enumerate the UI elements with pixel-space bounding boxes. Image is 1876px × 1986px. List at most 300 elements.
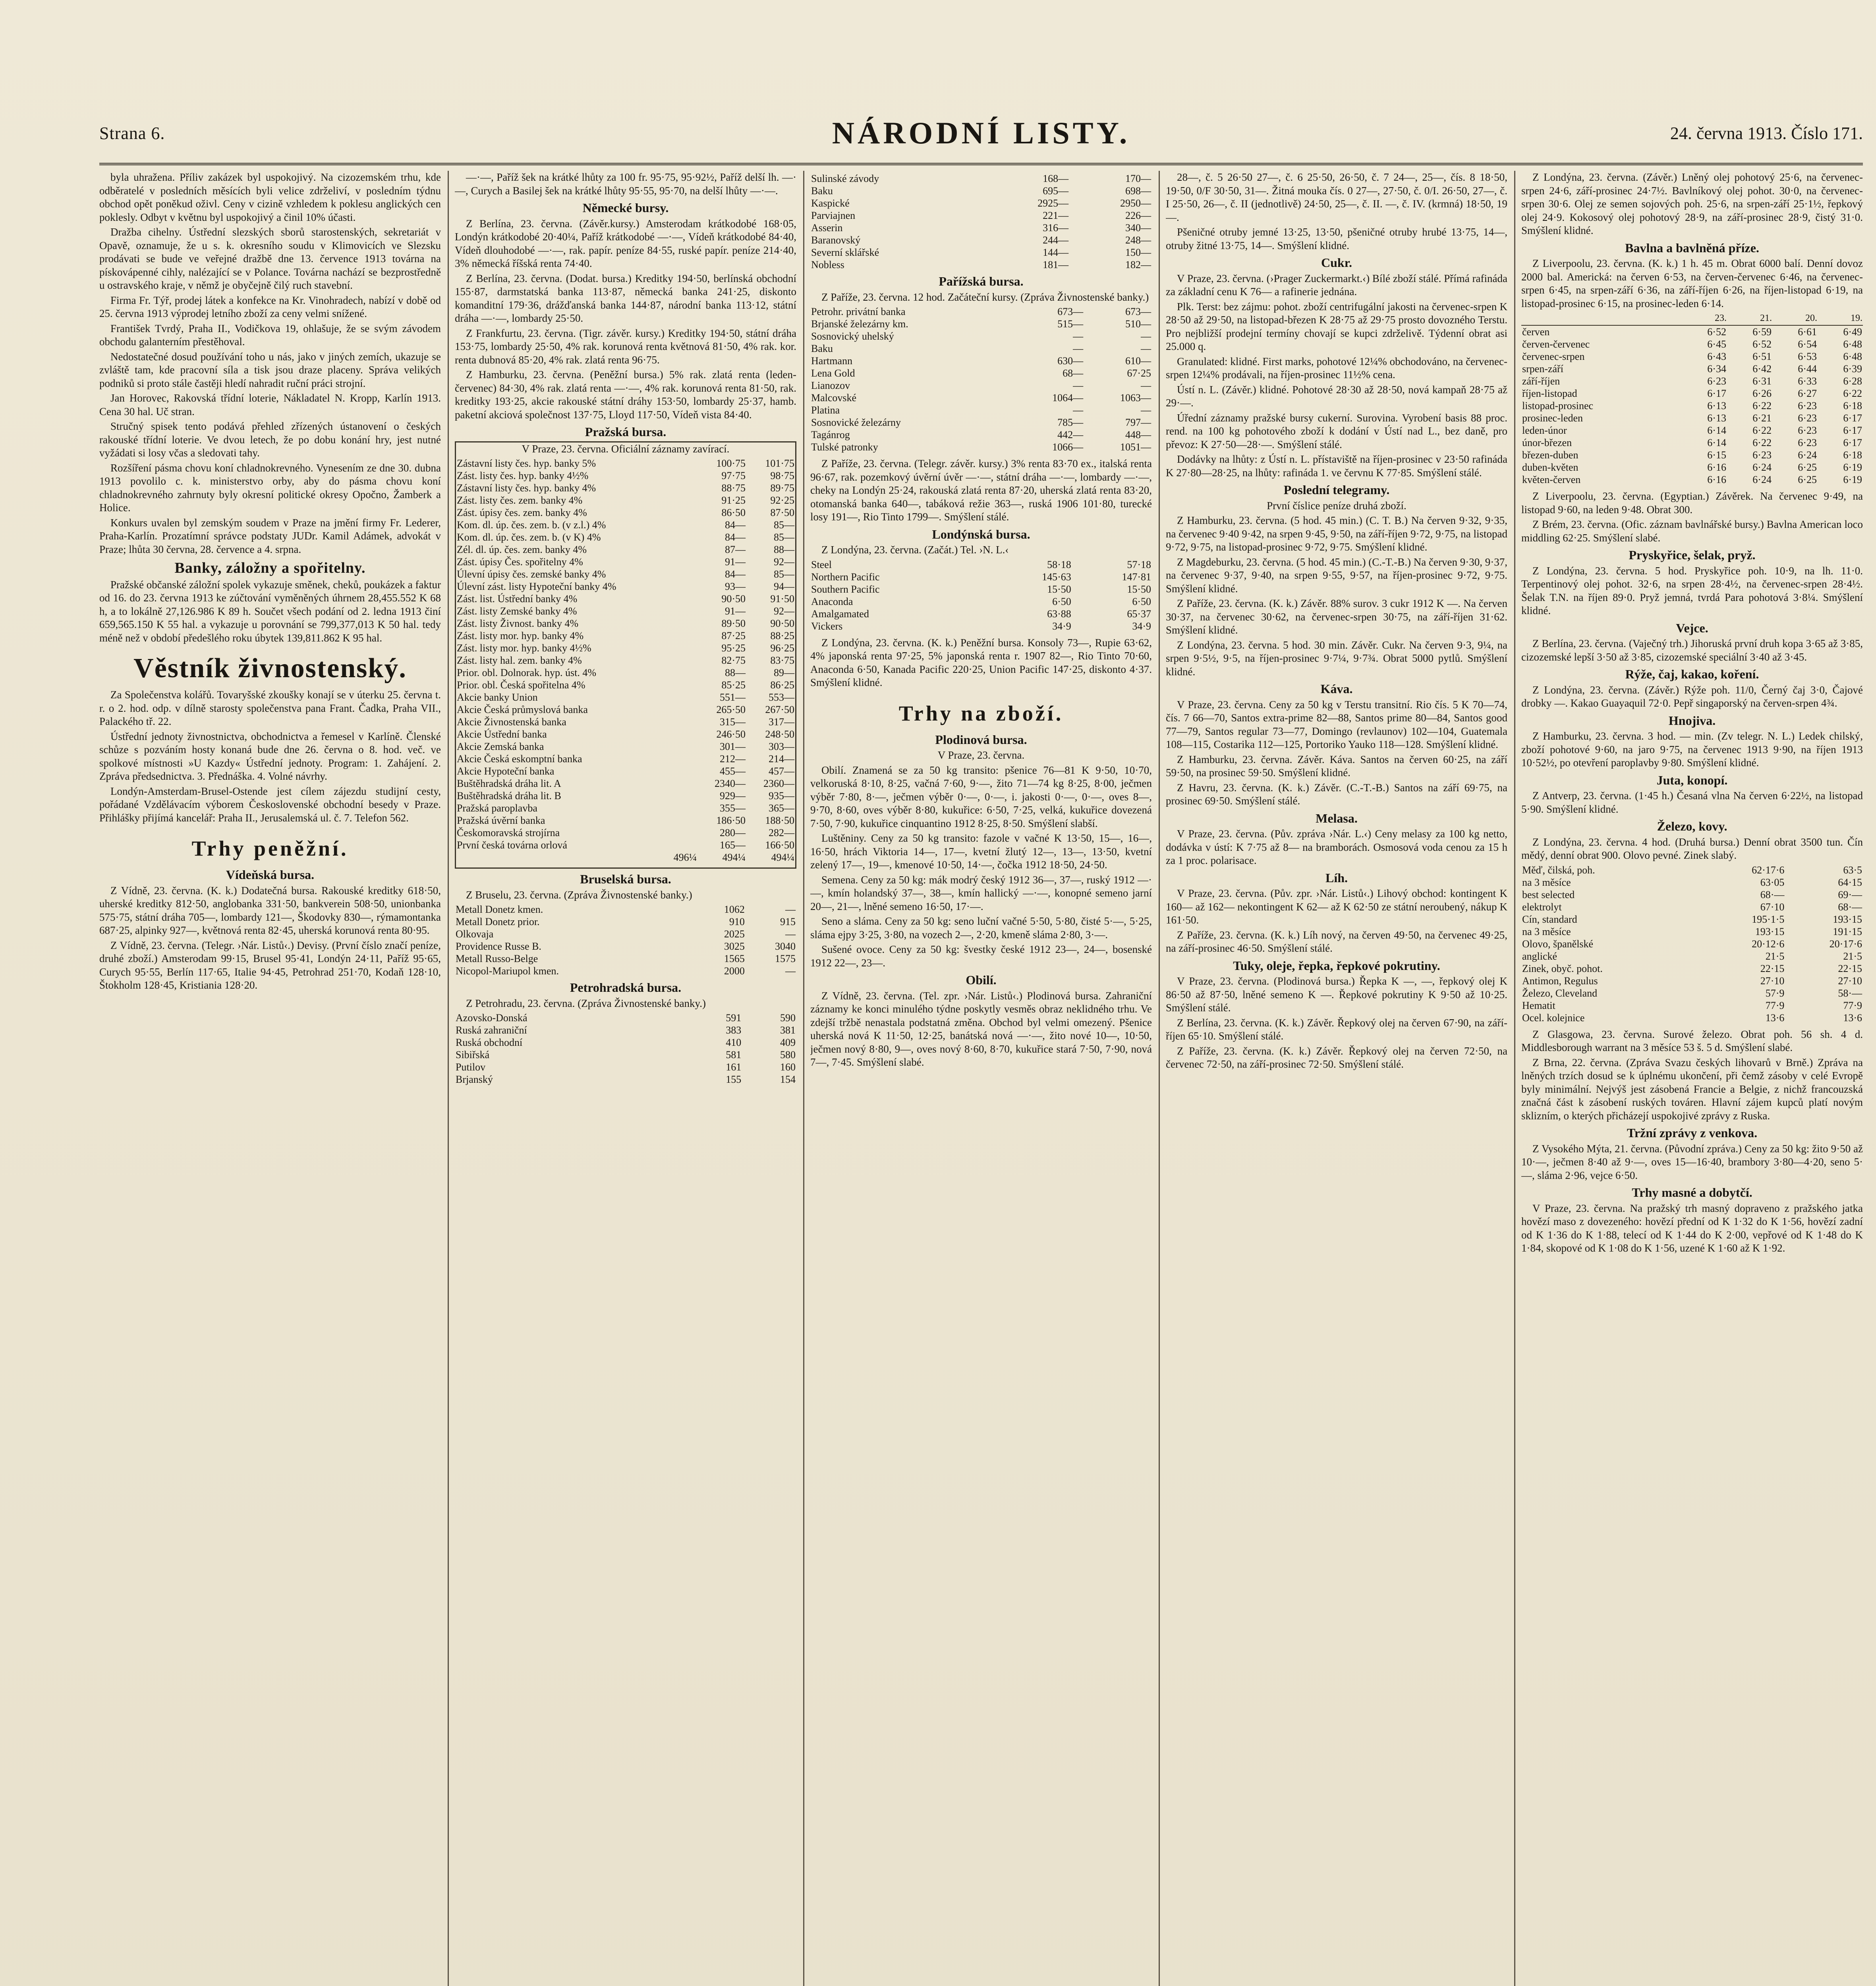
- table-cell: 15·50: [1047, 583, 1071, 595]
- table-row: [456, 802, 795, 814]
- table-cell: 91—: [725, 605, 746, 617]
- table-cell: 6·18: [1843, 449, 1862, 461]
- table-cell: 315—: [720, 716, 746, 728]
- table-row: [810, 185, 1152, 197]
- table-cell: 695—: [1043, 185, 1069, 197]
- table-row: [1521, 473, 1863, 486]
- table-cell: 2025: [724, 928, 745, 940]
- paragraph: Z Vysokého Mýta, 21. června. (Původní zpráva.) Ceny za 50 kg: žito 9·50 až 10·—, ječmen 8·40 až 9·—, oves 15—16·40, brambory 3·80—4·20, seno 5·—, sláma 2·96, vejce 6·50.: [1521, 1142, 1863, 1181]
- paragraph: Firma Fr. Týř, prodej látek a konfekce na Kr. Vinohradech, nabízí v době od 25. června 1913 výprodej letního zboží za ceny velmi snížené.: [99, 294, 441, 319]
- paragraph: Z Paříže, 23. června. (Telegr. závěr. kursy.) 3% renta 83·70 ex., italská renta 96·67, rak. pozemkový úvěrní úvěr —·—, státní dráha —·—, lombardy —·—, cheky na Londýn 25·24, rakouská zlatá renta 87·20, uherská zlatá renta 83·20, otomanská banka 640—, tabáková režie 363—, ruská 1906 101·80, turecké losy 191—, Rio Tinto 1799—. Smýšlení stálé.: [810, 458, 1152, 523]
- table-row: [1521, 363, 1863, 375]
- table-row: [810, 404, 1152, 416]
- table-cell: 13·6: [1765, 1012, 1785, 1024]
- table-cell: 155: [726, 1074, 742, 1085]
- paragraph: Z Antverp, 23. června. (1·45 h.) Česaná vlna Na červen 6·22½, na listopad 5·90. Smýšlení klidné.: [1521, 790, 1863, 815]
- paragraph: Stručný spisek tento podává přehled zřízených ústanovení o českých rakouské třídní loterie. Ve dvou letech, že po dobu konání hry, jest nutné vyžádati si losy včas a sledovati tahy.: [99, 420, 441, 459]
- table-cell: Hematit: [1522, 999, 1555, 1011]
- table-cell: prosinec-leden: [1522, 412, 1583, 424]
- paragraph: 28—, č. 5 26·50 27—, č. 6 25·50, 26·50, č. 7 24—, 25—, čís. 8 18·50, 19·50, 0/F 30·50, 31—. Žitná mouka čís. 0 27—, 27·50, č. 0/I. 26·50, 27—, č. I 25·50, 26—, č. II (jednotlivě) 24·50, 25—, č. II. —, č. IV. (krmná) 18·50, 19—.: [1166, 171, 1507, 223]
- table-cell: 67·25: [1127, 367, 1151, 379]
- table-cell: 83·75: [770, 655, 794, 666]
- table-row: [456, 519, 795, 531]
- table-cell: 188·50: [765, 815, 794, 826]
- paragraph: Z Vídně, 23. června. (Tel. zpr. ›Nár. Listů‹.) Plodinová bursa. Zahraniční záznamy ke konci minulého týdne poskytly vesměs obraz neklidného trhu. Ve zdejší tržbě nenastala podstatná změna. Obchod byl velmi omezený. Pšenice uherská nová K 11·50, 12·25, banátská nová —·—, žito nové 10—, 10·50, ječmen nový 8·80, 9—, oves nový 8·60, 8·70, kukuřice stará 7·50, 7·90, nová 7—, 7·45. Smýšlení slabé.: [810, 989, 1152, 1068]
- table-cell: 457—: [769, 765, 794, 777]
- paris-table: [810, 305, 1152, 453]
- table-cell: 20·17·6: [1829, 938, 1862, 950]
- table-row: [456, 543, 795, 556]
- paragraph: Z Londýna, 23. června. (Závěr.) Rýže poh. 11/0, Černý čaj 3·0, Čajové drobky —. Kakao Guayaquil 72·0. Pepř singaporský na červen-srpen 4¾.: [1521, 684, 1863, 709]
- table-cell: Anaconda: [811, 595, 853, 607]
- table-cell: —: [1073, 404, 1084, 416]
- table-cell: 161: [726, 1061, 742, 1073]
- table-row: [1521, 387, 1863, 400]
- brussels-table: [455, 903, 796, 977]
- table-cell: únor-březen: [1522, 437, 1572, 448]
- table-cell: 86·25: [770, 679, 794, 691]
- table-cell: 591: [726, 1012, 742, 1024]
- column-1: [99, 171, 441, 1986]
- table-cell: 84—: [725, 519, 746, 531]
- table-cell: 87—: [725, 544, 746, 555]
- table-cell: Sulinské závody: [811, 173, 879, 184]
- table-cell: Akcie Živnostenská banka: [457, 716, 566, 728]
- table-cell: 154: [780, 1074, 796, 1085]
- table-cell: 15·50: [1127, 583, 1151, 595]
- table-cell: Kom. dl. úp. čes. zem. b. (v z.l.) 4%: [457, 519, 606, 531]
- subsection-heading: Petrohradská bursa.: [570, 980, 682, 995]
- paragraph: Z Londýna, 23. června. (Začát.) Tel. ›N. L.‹: [821, 544, 1009, 556]
- table-cell: září-říjen: [1522, 375, 1560, 387]
- table-cell: 553—: [769, 692, 794, 703]
- table-row: [1521, 864, 1863, 876]
- paragraph: V Praze, 23. června. (Pův. zpráva ›Nár. L.‹) Ceny melasy za 100 kg netto, dodávka v ústí: K 7·75 až 8— na bramborách. Osmosová voda cenou za 15 h za 1 proc. polarisace.: [1166, 828, 1507, 866]
- table-cell: —: [1141, 404, 1151, 416]
- paragraph: Z Havru, 23. června. (K. k.) Závěr. (C.-T.-B.) Santos na září 69·75, na prosinec 69·50. Smýšlení stálé.: [1166, 781, 1507, 807]
- subsection-heading: Hnojiva.: [1668, 713, 1716, 728]
- table-cell: 340—: [1125, 222, 1151, 234]
- paragraph: —·—, Paříž šek na krátké lhůty za 100 fr. 95·75, 95·92½, Paříž delší lh. —·—, Curych a Basilej šek na krátké lhůty 95·55, 95·70, na delší lhůty —·—.: [455, 171, 796, 197]
- paragraph: Luštěniny. Ceny za 50 kg transito: fazole v vačné K 13·50, 15—, 16—, 16·50, hrách Viktoria 14—, 17—, kvetní žlutý 12—, 13—, 13·50, kvetní zelený 17—, 19—, kmenové 10·50, 14·—, čočka 1912 18·50, 24·50.: [810, 832, 1152, 871]
- table-cell: Akcie Hypoteční banka: [457, 765, 554, 777]
- table-cell: Zást. listy mor. hyp. banky 4%: [457, 630, 584, 641]
- table-cell: 6·43: [1707, 351, 1726, 362]
- table-cell: 3040: [775, 941, 796, 952]
- table-cell: 6·24: [1752, 474, 1772, 485]
- paragraph: František Tvrdý, Praha II., Vodičkova 19, ohlašuje, že se svým závodem obchodu galanterním přestěhoval.: [99, 322, 441, 348]
- table-cell: Metall Donetz prior.: [456, 916, 540, 927]
- subsection-heading: Plodinová bursa.: [935, 732, 1027, 747]
- table-header-cell: 23.: [1682, 312, 1727, 325]
- table-cell: 1063—: [1120, 392, 1151, 404]
- table-row: [455, 952, 796, 965]
- table-cell: 65·37: [1127, 608, 1151, 620]
- table-cell: 89·50: [721, 618, 746, 629]
- table-row: [455, 903, 796, 916]
- table-cell: Ocel. kolejnice: [1522, 1012, 1585, 1024]
- table-row: [455, 1012, 796, 1024]
- table-row: [455, 940, 796, 952]
- table-row: [456, 580, 795, 593]
- table-row: [810, 416, 1152, 429]
- table-cell: 82·75: [721, 655, 746, 666]
- table-row: [456, 482, 795, 494]
- table-row: [456, 827, 795, 839]
- table-cell: 6·22: [1752, 437, 1772, 448]
- paragraph: V Praze, 23. června. Na pražský trh masný dopraveno z pražského jatka hovězí maso z dovezeného: hovězí přední od K 1·32 do K 1·56, hovězí zadní od K 1·36 do K 1·88, telecí od K 1·44 do K 2·00, vepřové od K 1·48 do K 1·84, skopové od K 1·08 do K 1·56, uzené K 1·60 až K 1·92.: [1521, 1202, 1863, 1254]
- table-cell: Zást. listy čes. zem. banky 4%: [457, 495, 583, 506]
- table-cell: 22·15: [1838, 962, 1862, 974]
- table-cell: 150—: [1125, 247, 1151, 258]
- table-cell: Nobless: [811, 259, 844, 270]
- table-cell: 383: [726, 1024, 742, 1036]
- table-cell: Lianozov: [811, 380, 850, 391]
- oil-shares-table: [810, 172, 1152, 271]
- table-cell: 6·59: [1752, 326, 1772, 338]
- paragraph: Dražba cihelny. Ústřední slezských sborů starostenských, sekretariát v Opavě, oznamuje, že u s. k. okresního soudu v Klimovicích ve Slezsku prodávati se bude ve veřejné dražbě dne 13. července 1913 továrna na pískovápenné cihly, nalézající se v Polance. Továrna nachází se bezprostředně u ostravského kraje, v němž je obyčejně čilý ruch stavební.: [99, 226, 441, 291]
- table-row: [1521, 461, 1863, 473]
- paragraph: Z Brna, 22. června. (Zpráva Svazu českých lihovarů v Brně.) Zpráva na lněných trzích dosud se k úplnému ukončení, při čemž zásoby v celé Evropě byly minimální. Nejvýš jest zásobená Francie a Belgie, z nichž francouzská značná část k zásobení ruských továren. Hlavní zájem kupců platí novým sklizním, o kterých přicházejí uspokojivé zprávy z Ruska.: [1521, 1056, 1863, 1122]
- table-cell: 581: [726, 1049, 742, 1061]
- table-cell: Pražská paroplavba: [457, 802, 537, 814]
- table-cell: 95·25: [721, 642, 746, 654]
- table-cell: 84—: [725, 531, 746, 543]
- table-cell: Pražská úvěrní banka: [457, 815, 545, 826]
- table-row: [456, 457, 795, 469]
- table-cell: červenec-srpen: [1522, 351, 1585, 362]
- table-cell: —: [1073, 330, 1084, 342]
- table-row: [1521, 338, 1863, 350]
- table-cell: 2340—: [715, 778, 746, 789]
- subsection-heading: Líh.: [1325, 870, 1348, 885]
- table-cell: 910: [729, 916, 745, 927]
- table-cell: 610—: [1125, 355, 1151, 367]
- paragraph: Ústřední jednoty živnostnictva, obchodnictva a řemesel v Karlíně. Členské schůze s pozváním hosty konaná bude dne 26. června o 8. hod. več. ve spolkové místnosti »U Kazdy« Ústřední jednoty. Program: 1. Zahájení. 2. Zpráva předsednictva. 3. Přednáška. 4. Volné návrhy.: [99, 730, 441, 782]
- table-cell: 673—: [1125, 306, 1151, 317]
- table-row: [1521, 999, 1863, 1012]
- table-cell: 2000: [724, 965, 745, 977]
- paragraph: Z Glasgowa, 23. června. Surové železo. Obrat poh. 56 sh. 4 d. Middlesborough warrant na 3 měsíce 53 š. 5 d. Smýšlení slabé.: [1521, 1028, 1863, 1053]
- table-row: [1521, 1012, 1863, 1024]
- table-cell: 317—: [769, 716, 794, 728]
- table-cell: 20·12·6: [1752, 938, 1785, 950]
- table-row: [810, 392, 1152, 404]
- table-cell: 6·24: [1752, 462, 1772, 473]
- table-row: [810, 197, 1152, 209]
- table-row: [456, 777, 795, 790]
- subsection-heading: Juta, konopí.: [1656, 773, 1728, 787]
- table-cell: 144—: [1043, 247, 1069, 258]
- table-cell: 63·05: [1760, 876, 1785, 888]
- table-cell: 88·25: [770, 630, 794, 641]
- table-row: [810, 355, 1152, 367]
- table-cell: 57·18: [1127, 558, 1151, 570]
- table-row: [810, 330, 1152, 342]
- table-cell: 6·53: [1798, 351, 1817, 362]
- table-cell: 92—: [774, 556, 794, 568]
- table-cell: 34·9: [1132, 620, 1151, 632]
- table-cell: 193·15: [1755, 925, 1785, 937]
- table-cell: 90·50: [721, 593, 746, 605]
- table-cell: 87·50: [770, 507, 794, 518]
- subsection-heading: Pařížská bursa.: [939, 274, 1024, 288]
- table-row: [455, 1036, 796, 1049]
- table-cell: 62·17·6: [1752, 864, 1785, 876]
- table-cell: 6·24: [1798, 449, 1817, 461]
- table-cell: 6·17: [1843, 437, 1862, 448]
- paragraph: Z Londýna, 23. června. 5 hod. Pryskyřice poh. 10·9, na lh. 11·0. Terpentinový olej pohot. 32·6, na srpen 28·4½, na červenec-srpen 28·4½. Šelak T.N. na říjen 89·0. Pryž jemná, tvrdá Para pohotová 3·8¼. Smýšlení klidné.: [1521, 564, 1863, 616]
- paragraph: Z Hamburku, 23. června. 3 hod. — min. (Zv telegr. N. L.) Ledek chilský, zboží pohotové 9·60, na jaro 9·75, na červenec 1913 9·90, na říjen 1913 10·52½, po otevření paroplavby 9·80. Smýšlení klidné.: [1521, 730, 1863, 769]
- table-cell: 496¼: [673, 852, 697, 863]
- table-cell: 2950—: [1120, 197, 1151, 209]
- table-row: [810, 259, 1152, 271]
- table-cell: 214—: [769, 753, 794, 765]
- table-cell: 6·22: [1843, 388, 1862, 399]
- paragraph: Jan Horovec, Rakovská třídní loterie, Nákladatel N. Kropp, Karlín 1913. Cena 30 hal. Uč stran.: [99, 392, 441, 417]
- table-row: [455, 916, 796, 928]
- table-row: [455, 965, 796, 977]
- table-cell: 590: [780, 1012, 796, 1024]
- section-heading: Banky, záložny a spořitelny.: [174, 560, 366, 576]
- table-cell: 77·9: [1843, 999, 1862, 1011]
- table-cell: 195·1·5: [1752, 913, 1785, 925]
- table-row: [810, 620, 1152, 632]
- table-cell: Platina: [811, 404, 840, 416]
- table-row: [1521, 412, 1863, 424]
- table-cell: Sosnovické železárny: [811, 417, 901, 428]
- table-cell: Sibiřská: [456, 1049, 490, 1061]
- table-row: [456, 469, 795, 482]
- table-row: [456, 605, 795, 617]
- table-cell: 101·75: [765, 458, 794, 469]
- table-cell: Nicopol-Mariupol kmen.: [456, 965, 559, 977]
- paragraph: Z Magdeburku, 23. června. (5 hod. 45 min.) (C.-T.-B.) Na červen 9·30, 9·37, na červenec 9·37, 9·40, na srpen 9·55, 9·57, na říjen-prosinec 9·72, 9·75. Smýšlení klidné.: [1166, 556, 1507, 595]
- paragraph: Z Vídně, 23. června. (K. k.) Dodatečná bursa. Rakouské kreditky 618·50, uherské kreditky 812·50, anglobanka 331·50, bankverein 508·50, unionbanka 575·75, státní dráha 705—, lombardy 121—, Škodovky 830—, rýmamontanka 687·25, alpinky 927—, květnová renta 82·45, uherská korunová renta 80·95.: [99, 884, 441, 936]
- table-row: [810, 367, 1152, 379]
- table-cell: 6·26: [1752, 388, 1772, 399]
- subsection-heading: Káva.: [1320, 682, 1353, 696]
- table-cell: 96·25: [770, 642, 794, 654]
- columns: [99, 171, 1863, 1986]
- table-row: [455, 1073, 796, 1086]
- table-cell: 6·44: [1798, 363, 1817, 375]
- table-cell: 355—: [720, 802, 746, 814]
- table-row: [1521, 325, 1863, 338]
- table-cell: 27·10: [1838, 975, 1862, 987]
- table-row: [810, 558, 1152, 571]
- paragraph: V Praze, 23. června. (Pův. zpr. ›Nár. Listů‹.) Lihový obchod: kontingent K 160— až 162— nekontingent K 62— až K 62·50 ze státní neroubený, nákup K 161·50.: [1166, 887, 1507, 926]
- table-cell: —: [1141, 330, 1151, 342]
- table-cell: červen: [1522, 326, 1550, 338]
- paragraph: V Praze, 23. června.: [937, 749, 1025, 761]
- table-cell: —: [785, 904, 796, 915]
- column-3: [810, 171, 1152, 1986]
- table-cell: 6·23: [1707, 375, 1726, 387]
- table-cell: Zástavní listy čes. hyp. banky 5%: [457, 458, 596, 469]
- table-cell: 85—: [774, 531, 794, 543]
- table-cell: 186·50: [716, 815, 746, 826]
- column-2: [455, 171, 796, 1986]
- table-cell: duben-květen: [1522, 462, 1578, 473]
- petersburg-table: [455, 1012, 796, 1086]
- table-cell: Akcie banky Union: [457, 692, 538, 703]
- table-cell: 6·48: [1843, 338, 1862, 350]
- paragraph: Nedostatečné dosud používání toho u nás, jako v jiných zemích, ukazuje se zvláště tam, kde pracovní síla a tisk jsou draze placeny. Správa velikých podniků si proto stále častěji hledí nahradit ruční práci strojní.: [99, 350, 441, 389]
- table-cell: —: [1073, 343, 1084, 354]
- table-cell: 89—: [774, 667, 794, 678]
- table-cell: 58·18: [1047, 558, 1071, 570]
- subsection-heading: Železo, kovy.: [1657, 819, 1727, 833]
- table-row: [810, 246, 1152, 259]
- table-cell: 6·25: [1798, 462, 1817, 473]
- table-cell: červen-červenec: [1522, 338, 1590, 350]
- masthead: NÁRODNÍ LISTY.: [832, 116, 1130, 150]
- table-cell: Cín, standard: [1522, 913, 1577, 925]
- table-cell: 170—: [1125, 173, 1151, 184]
- subsection-heading: Bavlna a bavlněná příze.: [1625, 240, 1759, 255]
- table-row: [456, 531, 795, 543]
- table-row: [456, 691, 795, 703]
- table-cell: 147·81: [1122, 571, 1151, 583]
- table-cell: Metall Russo-Belge: [456, 953, 538, 964]
- table-row: [455, 1049, 796, 1061]
- table-row: [810, 209, 1152, 222]
- table-cell: —: [785, 928, 796, 940]
- table-row: [810, 608, 1152, 620]
- table-cell: 68·—: [1838, 901, 1862, 913]
- paragraph: Konkurs uvalen byl zemským soudem v Praze na jmění firmy Fr. Lederer, Praha-Karlín. Prozatímní správce podstaty JUDr. Kamil Adámek, advokát v Praze; lhůta 30 června, 28. července a 4. srpna.: [99, 516, 441, 555]
- table-cell: 88—: [774, 544, 794, 555]
- table-cell: 67·10: [1760, 901, 1785, 913]
- table-cell: 6·23: [1752, 449, 1772, 461]
- table-row: [810, 441, 1152, 453]
- table-cell: srpen-září: [1522, 363, 1563, 375]
- table-cell: 86·50: [721, 507, 746, 518]
- table-cell: 212—: [720, 753, 746, 765]
- table-cell: Metall Donetz kmen.: [456, 904, 543, 915]
- subsection-heading: Trhy masné a dobytčí.: [1632, 1185, 1752, 1200]
- table-cell: Olovo, španělské: [1522, 938, 1594, 950]
- table-cell: Zást. listy Zemské banky 4%: [457, 605, 577, 617]
- table-cell: 1064—: [1052, 392, 1084, 404]
- table-row: [456, 765, 795, 777]
- table-row: [1521, 876, 1863, 889]
- paragraph: Pšeničné otruby jemné 13·25, 13·50, pšeničné otruby hrubé 13·75, 14—, otruby žitné 13·75, 14—. Smýšlení klidné.: [1166, 226, 1507, 251]
- london-table: [810, 558, 1152, 632]
- paragraph: Z Berlína, 23. června. (Vaječný trh.) Jihoruská první druh kopa 3·65 až 3·85, cizozemské lepší 3·50 až 3·85, cizozemské speciální 3·40 až 3·45.: [1521, 638, 1863, 663]
- table-cell: 265·50: [716, 704, 746, 715]
- table-cell: 6·22: [1752, 425, 1772, 436]
- table-cell: Baranovský: [811, 234, 861, 246]
- table-row: [456, 617, 795, 630]
- table-cell: 98·75: [770, 470, 794, 481]
- table-cell: 1066—: [1052, 441, 1084, 453]
- table-cell: 6·16: [1707, 474, 1726, 485]
- table-cell: Tagánrog: [811, 429, 850, 440]
- table-cell: 6·54: [1798, 338, 1817, 350]
- table-cell: 673—: [1057, 306, 1084, 317]
- table-cell: 6·33: [1798, 375, 1817, 387]
- column-rule: [803, 171, 804, 1986]
- table-cell: 6·50: [1132, 595, 1151, 607]
- table-cell: 77·9: [1765, 999, 1785, 1011]
- table-cell: 168—: [1043, 173, 1069, 184]
- table-row: [810, 342, 1152, 355]
- table-cell: 6·61: [1798, 326, 1817, 338]
- table-cell: Akcie Zemská banka: [457, 741, 544, 752]
- table-row: [456, 593, 795, 605]
- table-cell: Zél. dl. úp. čes. zem. banky 4%: [457, 544, 587, 555]
- table-cell: 93—: [725, 581, 746, 592]
- table-row: [810, 583, 1152, 595]
- table-cell: Brjanský: [456, 1074, 493, 1085]
- table-cell: 85—: [774, 519, 794, 531]
- column-4: [1166, 171, 1507, 1986]
- table-cell: 267·50: [765, 704, 794, 715]
- prague-exchange-table: [456, 457, 795, 864]
- subsection-heading: Londýnská bursa.: [932, 527, 1030, 541]
- cotton-table: [1521, 312, 1863, 486]
- table-cell: 515—: [1057, 318, 1084, 330]
- table-cell: 442—: [1057, 429, 1084, 440]
- table-row: [456, 790, 795, 802]
- table-cell: —: [1073, 380, 1084, 391]
- paragraph: Londýn-Amsterdam-Brusel-Ostende jest cílem zájezdu studijní cesty, pořádané Vzdělávacím výborem Československé obchodní besedy v Praze. Přihlášky přijímá kancelář: Praha II., Jerusalemská ul. č. 7. Telefon 562.: [99, 785, 441, 824]
- paragraph: Pražské občanské záložní spolek vykazuje směnek, cheků, poukázek a faktur od 16. do 23. června 1913 ke zúčtování vyměněných úhrnem 28,455.552 K 68 h, a to lokálně 27,126.986 K 89 h. Součet všech podání od 2. ledna 1913 činí 659,565.150 K 55 hal. a vykazuje u porovnání se 799,377,013 K 50 hal. tedy méně než v období předešlého roku úbytek 139,811.862 K 95 hal.: [99, 578, 441, 644]
- table-cell: První česká továrna orlová: [457, 839, 567, 851]
- paragraph: Sušené ovoce. Ceny za 50 kg: švestky české 1912 23—, 24—, bosenské 1912 22—, 23—.: [810, 943, 1152, 969]
- table-cell: Southern Pacific: [811, 583, 880, 595]
- table-cell: 785—: [1057, 417, 1084, 428]
- table-cell: 6·42: [1752, 363, 1772, 375]
- column-rule: [1159, 171, 1160, 1986]
- table-row: [456, 506, 795, 519]
- table-cell: květen-červen: [1522, 474, 1581, 485]
- table-cell: 165—: [720, 839, 746, 851]
- table-cell: Providence Russe B.: [456, 941, 541, 952]
- paragraph: byla uhražena. Příliv zakázek byl uspokojivý. Na cizozemském trhu, kde odběratelé v posledních měsících byli velice zdrželiví, v posledním týdnu obchod opět poněkud oživl. Ceny v cizině vzhledem k poklesu anglických cen poklesly. Odbyt v květnu byl uspokojivý a činil 10% účasti.: [99, 171, 441, 223]
- subsection-heading: Melasa.: [1316, 811, 1358, 825]
- table-header-cell: [1521, 312, 1682, 325]
- table-row: [455, 1061, 796, 1073]
- table-cell: 494¼: [722, 852, 746, 863]
- table-row: [810, 172, 1152, 185]
- table-cell: Akcie Ústřední banka: [457, 728, 547, 740]
- paragraph: Z Liverpoolu, 23. června. (K. k.) 1 h. 45 m. Obrat 6000 balí. Denní dovoz 2000 bal. Americká: na červen 6·53, na červen-červenec 6·46, na červenec-srpen 6·45, na srpen-září 6·36, na září-říjen 6·26, na říjen-listopad 6·19, na listopad-prosinec 6·15, na prosinec-leden 6·14.: [1521, 257, 1863, 309]
- table-cell: 2360—: [763, 778, 794, 789]
- table-row: [456, 630, 795, 642]
- table-cell: Prior. obl. Česká spořitelna 4%: [457, 679, 585, 691]
- table-row: [456, 654, 795, 667]
- table-cell: 6·28: [1843, 375, 1862, 387]
- table-cell: 89·75: [770, 482, 794, 494]
- paragraph: První číslice peníze druhá zboží.: [1267, 499, 1407, 512]
- paragraph: Za Společenstva kolářů. Tovaryšské zkoušky konají se v úterku 25. června t. r. o 2. hod. odp. v dílně starosty společenstva pana Frant. Čadka, Praha VII., Palackého tř. 22.: [99, 689, 441, 727]
- table-cell: Sosnovický uhelský: [811, 330, 894, 342]
- table-cell: Brjanské železárny km.: [811, 318, 908, 330]
- paragraph: Z Hamburku, 23. června. Závěr. Káva. Santos na červen 60·25, na září 59·50, na prosinec 59·50. Smýšlení klidné.: [1166, 753, 1507, 779]
- table-row: [810, 595, 1152, 608]
- table-cell: 935—: [769, 790, 794, 802]
- table-cell: 1062: [724, 904, 745, 915]
- paragraph: Ústí n. L. (Závěr.) klidné. Pohotové 28·30 až 28·50, nová kampaň 28·75 až 29·—.: [1166, 383, 1507, 409]
- table-row: [1521, 925, 1863, 938]
- table-cell: 181—: [1043, 259, 1069, 270]
- table-cell: 246·50: [716, 728, 746, 740]
- table-cell: 248·50: [765, 728, 794, 740]
- table-row: [1521, 962, 1863, 975]
